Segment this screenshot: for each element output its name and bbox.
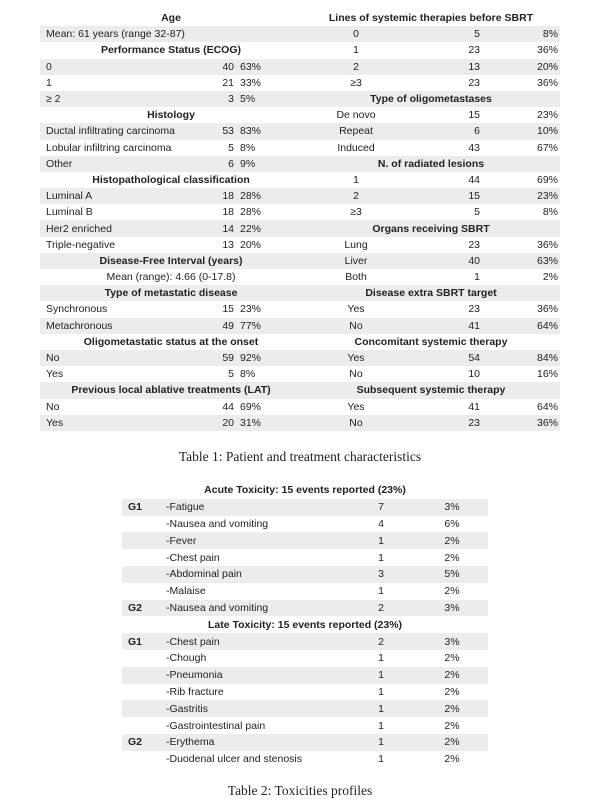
section-header [40,10,302,26]
row-count: 41 [468,319,480,332]
event-percent: 5% [444,568,460,581]
row-label: Yes [347,303,365,316]
row-percent: 63% [240,60,262,73]
toxicity-event: -Duodenal ulcer and stenosis [166,753,302,766]
row-label: No [349,368,363,381]
table-row [122,717,488,734]
row-count: 10 [468,368,480,381]
table-row [302,188,560,204]
section-title: Histopathological classification [92,173,250,186]
row-count: 3 [228,93,234,106]
event-count: 1 [378,652,384,665]
row-label: 2 [353,60,359,73]
row-percent: 84% [536,352,558,365]
event-percent: 2% [444,719,460,732]
event-percent: 2% [444,685,460,698]
table-row [302,399,560,415]
row-label: Ductal infiltrating carcinoma [46,125,175,138]
section-header [40,382,302,398]
section-title: Organs receiving SBRT [372,222,490,235]
table-row [122,532,488,549]
section-header [302,220,560,236]
table-row [40,220,302,236]
table-row [40,350,302,366]
row-percent: 33% [240,76,262,89]
table-row [122,684,488,701]
row-label: No [46,352,60,365]
table-row [302,172,560,188]
row-label: No [349,416,363,429]
table-row [122,650,488,667]
table2-caption: Table 2: Toxicities profiles [227,783,373,798]
table-row [40,91,302,107]
table-row [122,549,488,566]
summary-row [40,26,302,42]
row-percent: 2% [542,271,558,284]
table-row [302,75,560,91]
row-percent: 28% [240,206,262,219]
row-label: ≥3 [350,206,362,219]
event-percent: 2% [444,652,460,665]
toxicity-event: -Gastritis [166,702,208,715]
table1-right-column [302,10,560,431]
toxicity-event: -Malaise [166,585,206,598]
table-row [40,75,302,91]
row-count: 5 [474,28,480,41]
toxicity-event: -Chest pain [166,551,220,564]
table-row [302,140,560,156]
event-count: 1 [378,669,384,682]
table-row [40,318,302,334]
row-percent: 31% [240,416,262,429]
toxicity-event: -Fatigue [166,501,205,514]
row-percent: 23% [240,303,262,316]
row-count: 6 [474,125,480,138]
patient-characteristics-table [40,10,560,431]
row-count: 5 [228,141,234,154]
row-count: 23 [468,44,480,57]
table-row [40,140,302,156]
row-label: Both [345,271,367,284]
row-percent: 69% [536,173,558,186]
toxicity-event: -Pneumonia [166,669,223,682]
table-row [122,583,488,600]
toxicity-event: -Abdominal pain [166,568,242,581]
table-row [122,600,488,617]
event-percent: 2% [444,736,460,749]
table-row [122,734,488,751]
event-count: 2 [378,601,384,614]
table-row [302,59,560,75]
table-row [40,156,302,172]
table-row [302,366,560,382]
toxicity-event: -Chest pain [166,635,220,648]
event-count: 1 [378,534,384,547]
row-count: 53 [222,125,234,138]
event-count: 2 [378,635,384,648]
row-count: 20 [222,416,234,429]
row-count: 6 [228,157,234,170]
event-count: 1 [378,585,384,598]
section-title: Histology [147,109,195,122]
section-title: Concomitant systemic therapy [354,335,508,348]
row-label: Triple-negative [46,238,116,251]
section-title: Late Toxicity: 15 events reported (23%) [207,618,403,631]
table-row [122,700,488,717]
section-header [40,253,302,269]
event-count: 1 [378,736,384,749]
row-percent: 64% [536,400,558,413]
table-row [40,399,302,415]
row-percent: 67% [536,141,558,154]
row-count: 54 [468,352,480,365]
section-header [122,482,488,499]
toxicity-grade: G1 [128,635,143,648]
row-count: 5 [474,206,480,219]
row-percent: 23% [536,109,558,122]
table-row [302,269,560,285]
row-percent: 83% [240,125,262,138]
row-count: 1 [474,271,480,284]
row-label: 0 [46,60,52,73]
row-percent: 92% [240,352,262,365]
event-percent: 3% [444,501,460,514]
event-count: 4 [378,517,384,530]
table-row [302,123,560,139]
event-count: 3 [378,568,384,581]
row-label: 1 [353,44,359,57]
row-label: Luminal A [46,190,93,203]
table-row [302,204,560,220]
event-count: 1 [378,719,384,732]
section-title: Subsequent systemic therapy [356,384,506,397]
event-count: 1 [378,685,384,698]
row-label: 1 [46,76,52,89]
row-count: 15 [468,109,480,122]
row-label: Liver [344,254,368,267]
row-count: 40 [222,60,234,73]
table-row [302,301,560,317]
section-header [40,107,302,123]
row-count: 18 [222,206,234,219]
row-count: 18 [222,190,234,203]
row-percent: 77% [240,319,262,332]
row-count: 23 [468,416,480,429]
event-percent: 6% [444,517,460,530]
row-label: 2 [353,190,359,203]
toxicity-event: -Chough [166,652,207,665]
toxicity-event: -Erythema [166,736,215,749]
table-row [122,499,488,516]
table1-caption: Table 1: Patient and treatment characteristics [178,449,422,464]
section-header [302,91,560,107]
toxicities-table [122,482,488,768]
row-count: 15 [222,303,234,316]
row-label: Yes [347,352,365,365]
section-title: Type of metastatic disease [104,287,238,300]
toxicity-event: -Nausea and vomiting [166,601,269,614]
row-label: Yes [347,400,365,413]
row-count: 43 [468,141,480,154]
event-percent: 2% [444,551,460,564]
table-row [302,42,560,58]
row-label: ≥3 [350,76,362,89]
table-row [122,566,488,583]
summary-text: Mean: 61 years (range 32-87) [46,28,185,41]
row-percent: 36% [536,416,558,429]
summary-text: Mean (range): 4.66 (0-17.8) [106,271,236,284]
row-label: Yes [46,416,64,429]
table1-left-column [40,10,302,431]
event-percent: 2% [444,669,460,682]
table-row [40,415,302,431]
table-row [302,350,560,366]
toxicity-grade: G2 [128,601,143,614]
event-percent: 2% [444,534,460,547]
row-percent: 22% [240,222,262,235]
table-row [302,107,560,123]
table-row [40,366,302,382]
section-header [302,334,560,350]
row-count: 44 [468,173,480,186]
event-percent: 2% [444,702,460,715]
row-percent: 36% [536,303,558,316]
section-header [122,616,488,633]
event-count: 1 [378,702,384,715]
row-percent: 5% [240,93,256,106]
section-title: Acute Toxicity: 15 events reported (23%) [204,484,406,497]
row-label: Induced [337,141,375,154]
table-row [302,415,560,431]
row-percent: 8% [240,141,256,154]
event-count: 1 [378,753,384,766]
row-percent: 63% [536,254,558,267]
event-percent: 2% [444,585,460,598]
row-percent: 69% [240,400,262,413]
row-count: 13 [222,238,234,251]
row-percent: 36% [536,238,558,251]
row-count: 14 [222,222,234,235]
table-row [40,123,302,139]
toxicity-event: -Rib fracture [166,685,224,698]
section-title: Type of oligometastases [370,93,492,106]
summary-row [40,269,302,285]
row-label: ≥ 2 [46,93,61,106]
row-label: Her2 enriched [46,222,112,235]
section-header [302,10,560,26]
row-count: 23 [468,76,480,89]
row-percent: 9% [240,157,256,170]
row-count: 49 [222,319,234,332]
row-label: 1 [353,173,359,186]
row-label: Lobular infiltring carcinoma [46,141,172,154]
row-count: 23 [468,303,480,316]
event-percent: 2% [444,753,460,766]
table-row [302,318,560,334]
toxicity-event: -Gastrointestinal pain [166,719,266,732]
row-percent: 36% [536,76,558,89]
row-percent: 20% [536,60,558,73]
row-percent: 64% [536,319,558,332]
row-count: 59 [222,352,234,365]
row-count: 21 [222,76,234,89]
row-count: 40 [468,254,480,267]
section-header [40,172,302,188]
section-title: Disease-Free Interval (years) [99,254,243,267]
section-header [302,156,560,172]
event-percent: 3% [444,601,460,614]
section-title: Oligometastatic status at the onset [83,335,259,348]
row-percent: 8% [542,206,558,219]
row-count: 15 [468,190,480,203]
table-row [40,301,302,317]
row-count: 13 [468,60,480,73]
row-percent: 20% [240,238,262,251]
table-row [302,253,560,269]
table-row [122,751,488,768]
section-header [302,382,560,398]
row-label: Luminal B [46,206,93,219]
toxicity-grade: G2 [128,736,143,749]
section-header [302,285,560,301]
toxicity-event: -Fever [166,534,197,547]
event-count: 7 [378,501,384,514]
table-row [40,188,302,204]
section-title: Age [161,12,181,25]
section-title: N. of radiated lesions [377,157,485,170]
row-percent: 16% [536,368,558,381]
table-row [40,204,302,220]
row-label: 0 [353,28,359,41]
table-row [302,26,560,42]
row-label: No [46,400,60,413]
row-label: No [349,319,363,332]
row-label: Repeat [339,125,373,138]
section-title: Previous local ablative treatments (LAT) [71,384,271,397]
row-label: Other [46,157,73,170]
section-header [40,334,302,350]
table-row [122,516,488,533]
row-count: 23 [468,238,480,251]
row-label: De novo [336,109,376,122]
table-row [40,59,302,75]
section-title: Performance Status (ECOG) [100,44,242,57]
row-percent: 8% [542,28,558,41]
row-percent: 28% [240,190,262,203]
section-title: Disease extra SBRT target [365,287,497,300]
toxicity-grade: G1 [128,501,143,514]
section-header [40,285,302,301]
toxicity-event: -Nausea and vomiting [166,517,269,530]
table-row [302,237,560,253]
row-label: Yes [46,368,64,381]
row-percent: 36% [536,44,558,57]
table-row [122,633,488,650]
table-row [122,667,488,684]
row-count: 41 [468,400,480,413]
section-title: Lines of systemic therapies before SBRT [328,12,534,25]
row-label: Synchronous [46,303,108,316]
row-label: Metachronous [46,319,113,332]
table-row [40,237,302,253]
row-count: 5 [228,368,234,381]
row-percent: 8% [240,368,256,381]
row-label: Lung [344,238,368,251]
row-percent: 23% [536,190,558,203]
event-percent: 3% [444,635,460,648]
section-header [40,42,302,58]
event-count: 1 [378,551,384,564]
row-count: 44 [222,400,234,413]
row-percent: 10% [536,125,558,138]
